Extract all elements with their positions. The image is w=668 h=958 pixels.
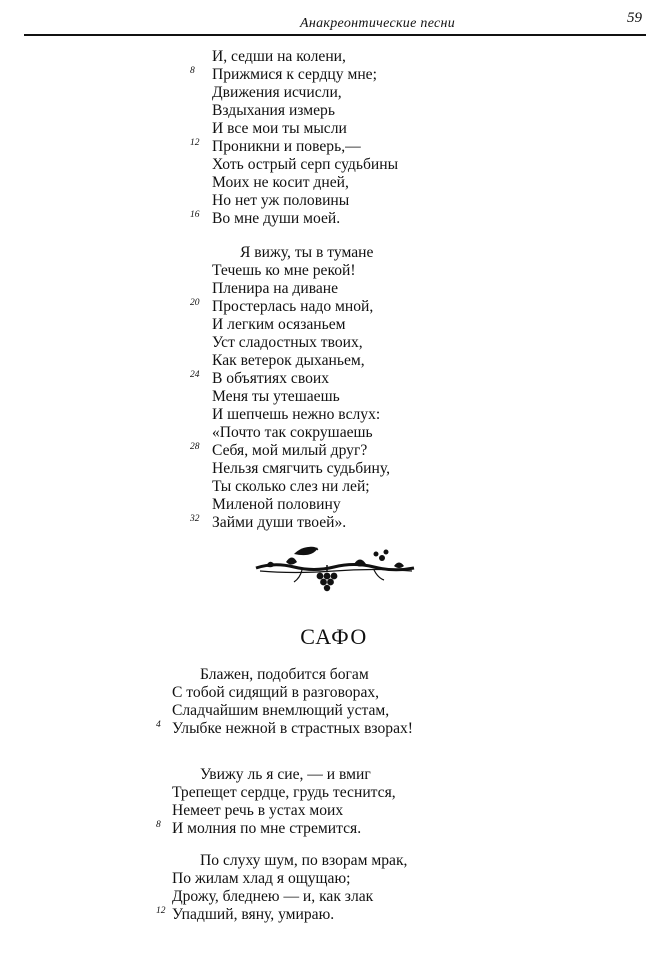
verse-line [190,442,390,460]
verse-line [190,210,398,228]
verse-text: Но нет уж половины [212,192,350,209]
verse-line [156,906,407,924]
verse-line [212,192,398,210]
grapevine-ornament-icon [254,540,416,592]
stanza-1 [190,48,399,228]
verse-text: Ты сколько слез ни лей; [212,478,370,495]
verse-text: Себя, мой милый друг? [212,442,368,459]
verse-text: Блажен, подобится богам [200,666,369,683]
verse-text: Пленира на диване [212,280,339,297]
verse-line [212,84,398,102]
verse-text: Вздыхания измерь [212,102,335,119]
verse-text: Трепещет сердце, грудь теснится, [172,784,396,801]
verse-text: Улыбке нежной в страстных взорах! [172,720,414,737]
line-number: 8 [156,820,161,830]
verse-text: Течешь ко мне рекой! [212,262,356,279]
verse-line [212,280,390,298]
verse-text: И все мои ты мысли [212,120,347,137]
poem-title: САФО [300,624,368,649]
verse-line [172,666,413,684]
line-number: 28 [190,442,200,452]
verse-text: Как ветерок дыханьем, [212,352,365,369]
verse-line [156,720,414,738]
verse-line [212,244,390,262]
verse-text: Меня ты утешаешь [212,388,340,405]
verse-text: Движения исчисли, [212,84,342,101]
verse-text: Увижу ль я сие, — и вмиг [200,766,371,783]
verse-line [190,370,390,388]
verse-line [172,852,407,870]
verse-text: Упадший, вяну, умираю. [172,906,335,923]
verse-text: Сладчайшим внемлющий устам, [172,702,390,719]
line-number: 12 [156,906,166,916]
verse-text: Миленой половину [212,496,341,513]
verse-text: Моих не косит дней, [212,174,349,191]
verse-text: Простерлась надо мной, [212,298,374,315]
verse-text: Прижмися к сердцу мне; [212,66,377,83]
verse-line [212,424,390,442]
verse-line [212,48,398,66]
verse-line [172,702,413,720]
verse-text: Проникни и поверь,— [212,138,361,155]
verse-text: По слуху шум, по взорам мрак, [200,852,408,869]
header-rule [24,34,646,36]
verse-line [212,316,390,334]
stanza-3 [156,666,414,738]
verse-line [212,496,390,514]
verse-line [212,102,398,120]
stanza-4 [156,766,396,838]
verse-text: И легким осязаньем [212,316,346,333]
verse-text: Хоть острый серп судьбины [212,156,399,173]
verse-text: Дрожу, бледнею — и, как злак [172,888,374,905]
verse-text: С тобой сидящий в разговорах, [172,684,380,701]
verse-line [212,352,390,370]
verse-line [156,820,396,838]
verse-line [212,120,398,138]
line-number: 16 [190,210,200,220]
verse-line [212,262,390,280]
verse-text: По жилам хлад я ощущаю; [172,870,351,887]
verse-line [190,66,398,84]
line-number: 12 [190,138,200,148]
verse-line [190,298,390,316]
line-number: 4 [156,720,161,730]
verse-text: Займи души твоей». [212,514,347,531]
verse-line [190,514,390,532]
line-number: 8 [190,66,195,76]
verse-line [172,784,396,802]
verse-line [212,478,390,496]
verse-line [212,388,390,406]
verse-text: Я вижу, ты в тумане [240,244,374,261]
running-title: Анакреонтические песни [300,16,456,31]
verse-line [172,684,413,702]
verse-line [172,888,407,906]
verse-text: И, седши на колени, [212,48,346,65]
verse-text: И молния по мне стремится. [172,820,362,837]
verse-line [212,174,398,192]
page-header [24,6,646,40]
verse-text: И шепчешь нежно вслух: [212,406,381,423]
verse-text: «Почто так сокрушаешь [212,424,373,441]
verse-text: Во мне души моей. [212,210,341,227]
verse-line [172,766,396,784]
verse-text: Немеет речь в устах моих [172,802,344,819]
verse-line [172,870,407,888]
verse-line [212,156,398,174]
line-number: 24 [190,370,200,380]
verse-text: В объятиях своих [212,370,330,387]
verse-text: Нельзя смягчить судьбину, [212,460,391,477]
stanza-2 [190,244,391,532]
stanza-5 [156,852,408,924]
line-number: 32 [190,514,200,524]
verse-text: Уст сладостных твоих, [212,334,363,351]
line-number: 20 [190,298,200,308]
page-number: 59 [627,10,642,26]
verse-line [212,334,390,352]
verse-line [172,802,396,820]
verse-line [212,406,390,424]
verse-line [212,460,390,478]
verse-line [190,138,398,156]
